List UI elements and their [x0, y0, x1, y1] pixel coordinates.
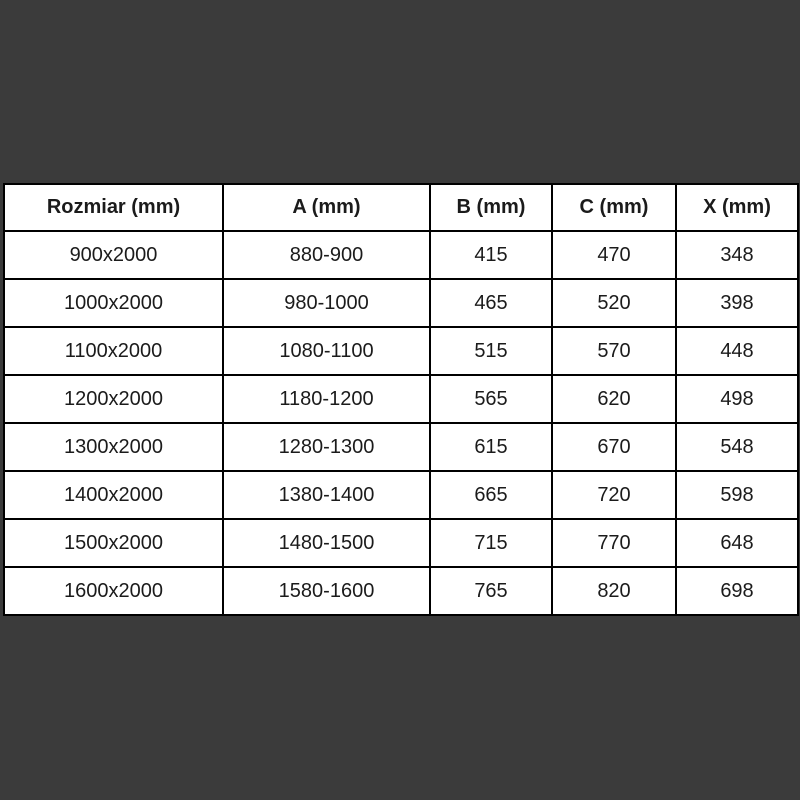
cell-x: 648 — [676, 519, 798, 567]
cell-a: 1280-1300 — [223, 423, 430, 471]
cell-rozmiar: 1100x2000 — [4, 327, 223, 375]
cell-c: 520 — [552, 279, 676, 327]
cell-x: 398 — [676, 279, 798, 327]
cell-b: 665 — [430, 471, 552, 519]
cell-c: 820 — [552, 567, 676, 615]
column-header-b: B (mm) — [430, 184, 552, 231]
cell-b: 415 — [430, 231, 552, 279]
cell-c: 670 — [552, 423, 676, 471]
table-row — [4, 231, 798, 279]
cell-rozmiar: 900x2000 — [4, 231, 223, 279]
cell-x: 448 — [676, 327, 798, 375]
cell-rozmiar: 1400x2000 — [4, 471, 223, 519]
cell-a: 980-1000 — [223, 279, 430, 327]
cell-rozmiar: 1200x2000 — [4, 375, 223, 423]
cell-c: 620 — [552, 375, 676, 423]
cell-a: 1380-1400 — [223, 471, 430, 519]
cell-c: 570 — [552, 327, 676, 375]
cell-rozmiar: 1600x2000 — [4, 567, 223, 615]
table-row — [4, 567, 798, 615]
cell-x: 348 — [676, 231, 798, 279]
table-row — [4, 423, 798, 471]
cell-b: 565 — [430, 375, 552, 423]
cell-c: 770 — [552, 519, 676, 567]
cell-c: 470 — [552, 231, 676, 279]
cell-a: 1180-1200 — [223, 375, 430, 423]
cell-a: 1580-1600 — [223, 567, 430, 615]
cell-x: 498 — [676, 375, 798, 423]
cell-a: 880-900 — [223, 231, 430, 279]
table-row — [4, 471, 798, 519]
cell-b: 515 — [430, 327, 552, 375]
column-header-c: C (mm) — [552, 184, 676, 231]
table-row — [4, 327, 798, 375]
cell-rozmiar: 1500x2000 — [4, 519, 223, 567]
size-dimensions-table — [3, 183, 799, 616]
cell-rozmiar: 1000x2000 — [4, 279, 223, 327]
column-header-x: X (mm) — [676, 184, 798, 231]
cell-x: 548 — [676, 423, 798, 471]
table-header-row — [4, 184, 798, 231]
cell-a: 1480-1500 — [223, 519, 430, 567]
cell-a: 1080-1100 — [223, 327, 430, 375]
cell-rozmiar: 1300x2000 — [4, 423, 223, 471]
table-row — [4, 519, 798, 567]
cell-b: 615 — [430, 423, 552, 471]
cell-b: 465 — [430, 279, 552, 327]
cell-c: 720 — [552, 471, 676, 519]
cell-x: 598 — [676, 471, 798, 519]
column-header-a: A (mm) — [223, 184, 430, 231]
cell-x: 698 — [676, 567, 798, 615]
cell-b: 715 — [430, 519, 552, 567]
table-row — [4, 375, 798, 423]
column-header-rozmiar: Rozmiar (mm) — [4, 184, 223, 231]
cell-b: 765 — [430, 567, 552, 615]
table-row — [4, 279, 798, 327]
